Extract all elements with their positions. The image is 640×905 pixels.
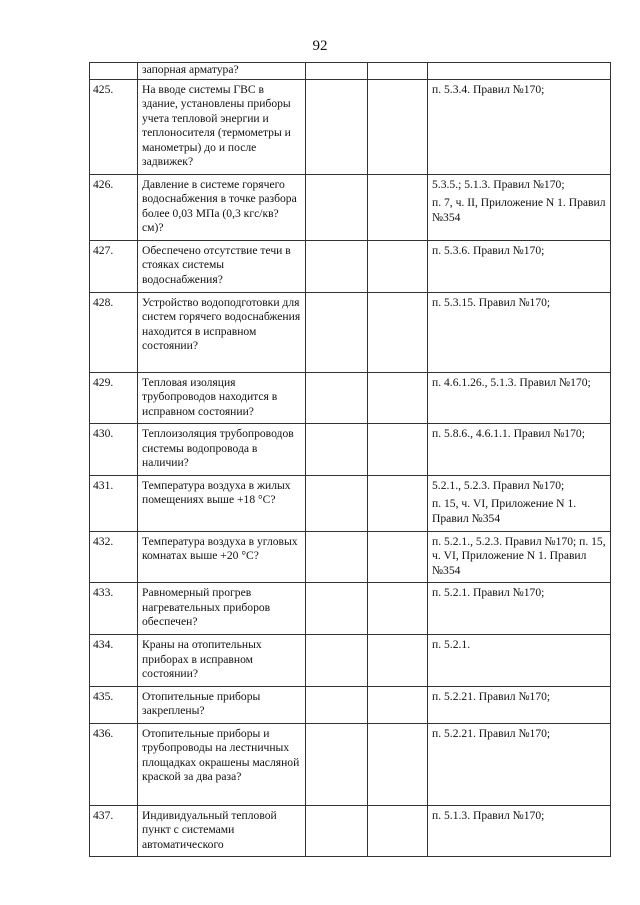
reference-cell: п. 5.2.1., 5.2.3. Правил №170; п. 15, ч. VI, Приложение N 1. Правил №354 — [428, 531, 611, 583]
row-number: 430. — [90, 424, 138, 476]
question-cell: Отопительные приборы и трубопроводы на лестничных площадках окрашены масляной краской за два раза? — [138, 723, 306, 805]
answer-yes-cell — [306, 475, 368, 531]
reference-cell: п. 5.2.21. Правил №170; — [428, 686, 611, 723]
question-cell: запорная арматура? — [138, 63, 306, 80]
answer-yes-cell — [306, 174, 368, 240]
answer-yes-cell — [306, 686, 368, 723]
row-number: 425. — [90, 79, 138, 174]
answer-no-cell — [368, 372, 428, 424]
row-number: 434. — [90, 635, 138, 687]
answer-no-cell — [368, 635, 428, 687]
answer-no-cell — [368, 63, 428, 80]
answer-yes-cell — [306, 531, 368, 583]
row-number: 432. — [90, 531, 138, 583]
answer-no-cell — [368, 583, 428, 635]
answer-no-cell — [368, 79, 428, 174]
question-cell: Тепловая изоляция трубопроводов находится в исправном состоянии? — [138, 372, 306, 424]
question-cell: Теплоизоляция трубопроводов системы водопровода в наличии? — [138, 424, 306, 476]
table-row — [90, 686, 611, 723]
answer-yes-cell — [306, 63, 368, 80]
answer-yes-cell — [306, 292, 368, 372]
reference-cell: п. 5.3.15. Правил №170; — [428, 292, 611, 372]
reference-cell — [428, 63, 611, 80]
answer-no-cell — [368, 292, 428, 372]
table-row — [90, 240, 611, 292]
reference-cell: п. 5.3.6. Правил №170; — [428, 240, 611, 292]
table-row — [90, 583, 611, 635]
checklist-table — [89, 62, 611, 857]
answer-yes-cell — [306, 635, 368, 687]
table-row — [90, 635, 611, 687]
answer-yes-cell — [306, 805, 368, 857]
answer-no-cell — [368, 805, 428, 857]
reference-cell: 5.2.1., 5.2.3. Правил №170; п. 15, ч. VI, Приложение N 1. Правил №354 — [428, 475, 611, 531]
answer-yes-cell — [306, 79, 368, 174]
table-row — [90, 531, 611, 583]
reference-cell: 5.3.5.; 5.1.3. Правил №170; п. 7, ч. II, Приложение N 1. Правил №354 — [428, 174, 611, 240]
question-cell: Температура воздуха в жилых помещениях выше +18 °С? — [138, 475, 306, 531]
answer-no-cell — [368, 174, 428, 240]
table-row — [90, 723, 611, 805]
row-number: 429. — [90, 372, 138, 424]
row-number: 431. — [90, 475, 138, 531]
answer-no-cell — [368, 475, 428, 531]
reference-cell: п. 4.6.1.26., 5.1.3. Правил №170; — [428, 372, 611, 424]
row-number: 437. — [90, 805, 138, 857]
answer-no-cell — [368, 686, 428, 723]
question-cell: Давление в системе горячего водоснабжения в точке разбора более 0,03 МПа (0,3 кгс/кв? см)? — [138, 174, 306, 240]
answer-yes-cell — [306, 583, 368, 635]
table-row — [90, 292, 611, 372]
question-cell: Индивидуальный тепловой пункт с системами автоматического — [138, 805, 306, 857]
question-cell: Температура воздуха в угловых комнатах выше +20 °С? — [138, 531, 306, 583]
reference-cell: п. 5.2.21. Правил №170; — [428, 723, 611, 805]
question-cell: На вводе системы ГВС в здание, установлены приборы учета тепловой энергии и теплоносителя (термометры и манометры) до и после задвижек? — [138, 79, 306, 174]
reference-cell: п. 5.2.1. — [428, 635, 611, 687]
row-number: 435. — [90, 686, 138, 723]
row-number: 427. — [90, 240, 138, 292]
table-row — [90, 475, 611, 531]
answer-yes-cell — [306, 424, 368, 476]
answer-no-cell — [368, 723, 428, 805]
answer-yes-cell — [306, 240, 368, 292]
table-row — [90, 805, 611, 857]
answer-no-cell — [368, 424, 428, 476]
reference-cell: п. 5.8.6., 4.6.1.1. Правил №170; — [428, 424, 611, 476]
question-cell: Обеспечено отсутствие течи в стояках системы водоснабжения? — [138, 240, 306, 292]
question-cell: Краны на отопительных приборах в исправном состоянии? — [138, 635, 306, 687]
row-number: 428. — [90, 292, 138, 372]
table-row — [90, 424, 611, 476]
row-number: 436. — [90, 723, 138, 805]
answer-yes-cell — [306, 372, 368, 424]
row-number: 426. — [90, 174, 138, 240]
table-row — [90, 372, 611, 424]
reference-cell: п. 5.1.3. Правил №170; — [428, 805, 611, 857]
question-cell: Отопительные приборы закреплены? — [138, 686, 306, 723]
answer-no-cell — [368, 531, 428, 583]
reference-cell: п. 5.2.1. Правил №170; — [428, 583, 611, 635]
table-row — [90, 174, 611, 240]
row-number — [90, 63, 138, 80]
answer-no-cell — [368, 240, 428, 292]
row-number: 433. — [90, 583, 138, 635]
question-cell: Устройство водоподготовки для систем горячего водоснабжения находится в исправном состоянии? — [138, 292, 306, 372]
answer-yes-cell — [306, 723, 368, 805]
page-number: 92 — [312, 38, 328, 54]
question-cell: Равномерный прогрев нагревательных приборов обеспечен? — [138, 583, 306, 635]
table-row — [90, 79, 611, 174]
table-row — [90, 63, 611, 80]
reference-cell: п. 5.3.4. Правил №170; — [428, 79, 611, 174]
